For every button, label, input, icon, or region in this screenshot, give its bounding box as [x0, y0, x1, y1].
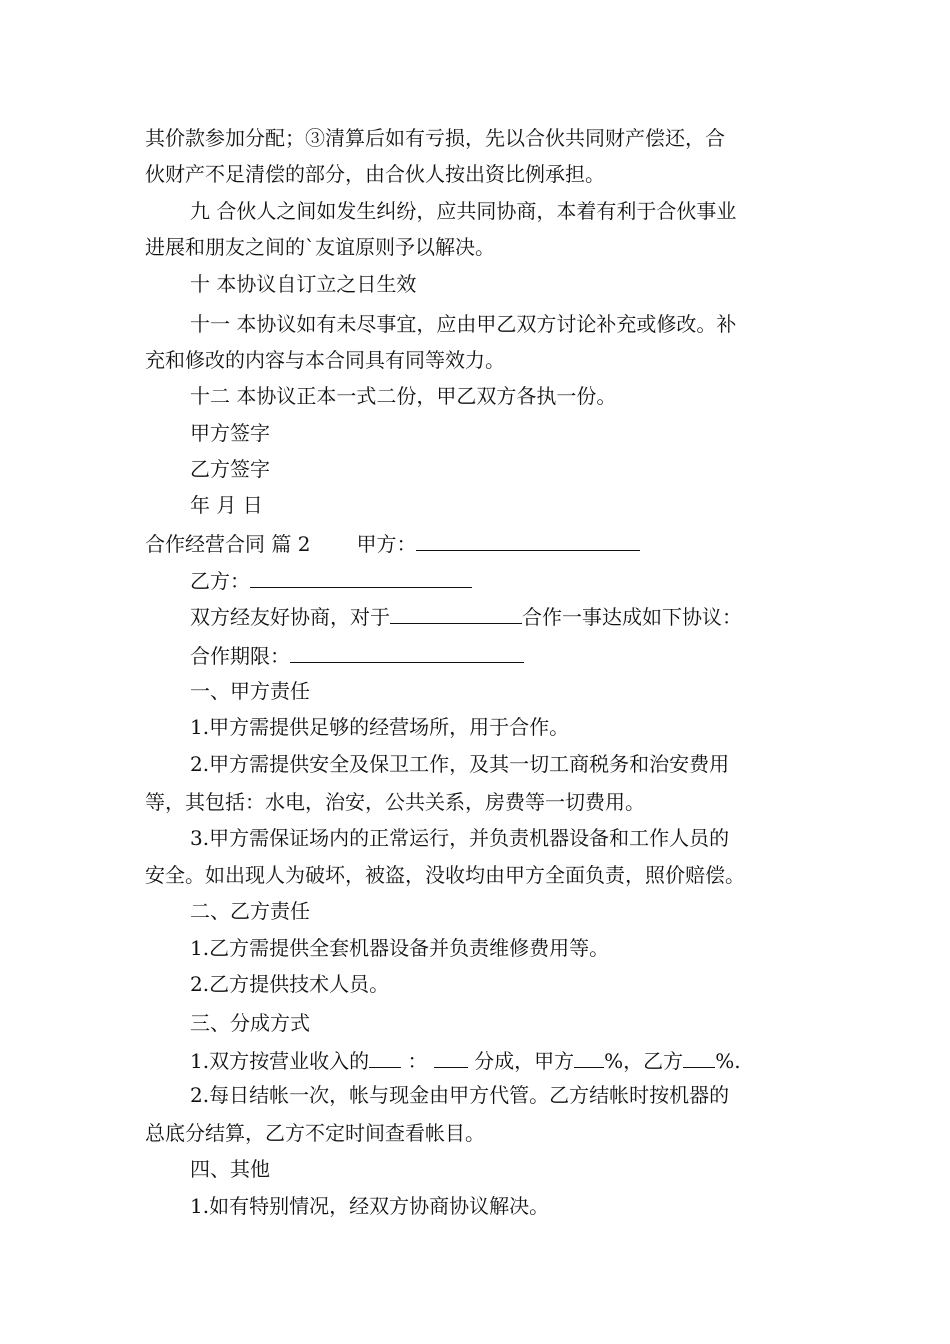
- party-a-blank: [416, 528, 640, 551]
- paragraph-line: 十二 本协议正本一式二份，甲乙双方各执一份。: [190, 384, 617, 408]
- split-blank-3: [574, 1045, 604, 1068]
- term-blank: [290, 640, 524, 663]
- split-pct-a: %，乙方: [604, 1049, 684, 1073]
- clause-heading: 二、乙方责任: [190, 899, 310, 923]
- consult-prefix: 双方经友好协商，对于: [190, 605, 390, 629]
- split-colon: ：: [401, 1049, 434, 1073]
- paragraph-line: 充和修改的内容与本合同具有同等效力。: [145, 348, 505, 372]
- clause-heading: 三、分成方式: [190, 1011, 310, 1035]
- clause-line: 总底分结算，乙方不定时间查看帐目。: [145, 1121, 485, 1145]
- split-prefix: 1.双方按营业收入的: [190, 1049, 370, 1073]
- split-row: [190, 1045, 741, 1075]
- party-b-row: [190, 565, 472, 595]
- consult-row: [190, 601, 742, 631]
- clause-line: 1.如有特别情况，经双方协商协议解决。: [190, 1194, 550, 1218]
- paragraph-line: 进展和朋友之间的`友谊原则予以解决。: [145, 235, 495, 259]
- clause-line: 2.乙方提供技术人员。: [190, 972, 390, 996]
- clause-line: 1.甲方需提供足够的经营场所，用于合作。: [190, 715, 570, 739]
- project-blank: [390, 601, 522, 624]
- clause-line: 2.每日结帐一次，帐与现金由甲方代管。乙方结帐时按机器的: [190, 1083, 730, 1107]
- section2-heading-row: [145, 528, 640, 558]
- paragraph-line: 九 合伙人之间如发生纠纷，应共同协商，本着有利于合伙事业: [190, 199, 737, 223]
- clause-line: 等，其包括：水电，治安，公共关系，房费等一切费用。: [145, 790, 645, 814]
- term-label: 合作期限：: [190, 644, 290, 668]
- date-line: 年 月 日: [190, 493, 263, 517]
- clause-line: 安全。如出现人为破坏，被盗，没收均由甲方全面负责，照价赔偿。: [145, 863, 745, 887]
- paragraph-line: 其价款参加分配；③清算后如有亏损，先以合伙共同财产偿还，合: [145, 126, 725, 150]
- split-blank-4: [683, 1045, 715, 1068]
- party-a-label: 甲方：: [356, 532, 417, 556]
- split-mid: 分成，甲方: [467, 1049, 575, 1073]
- clause-line: 2.甲方需提供安全及保卫工作，及其一切工商税务和治安费用: [190, 752, 730, 776]
- term-row: [190, 640, 524, 670]
- split-blank-1: [369, 1045, 401, 1068]
- clause-heading: 四、其他: [190, 1157, 270, 1181]
- clause-line: 3.甲方需保证场内的正常运行，并负责机器设备和工作人员的: [190, 826, 730, 850]
- split-pct-b: %.: [715, 1049, 741, 1073]
- party-b-label: 乙方：: [190, 569, 250, 593]
- paragraph-line: 十一 本协议如有未尽事宜，应由甲乙双方讨论补充或修改。补: [190, 312, 737, 336]
- paragraph-line: 伙财产不足清偿的部分，由合伙人按出资比例承担。: [145, 162, 605, 186]
- clause-heading: 一、甲方责任: [190, 679, 310, 703]
- paragraph-line: 十 本协议自订立之日生效: [190, 272, 417, 296]
- split-blank-2: [434, 1045, 468, 1068]
- section2-heading: 合作经营合同 篇 2: [145, 532, 311, 556]
- party-b-blank: [250, 565, 472, 588]
- consult-suffix: 合作一事达成如下协议：: [522, 605, 742, 629]
- signature-line-b: 乙方签字: [190, 457, 270, 481]
- clause-line: 1.乙方需提供全套机器设备并负责维修费用等。: [190, 936, 610, 960]
- signature-line-a: 甲方签字: [190, 421, 270, 445]
